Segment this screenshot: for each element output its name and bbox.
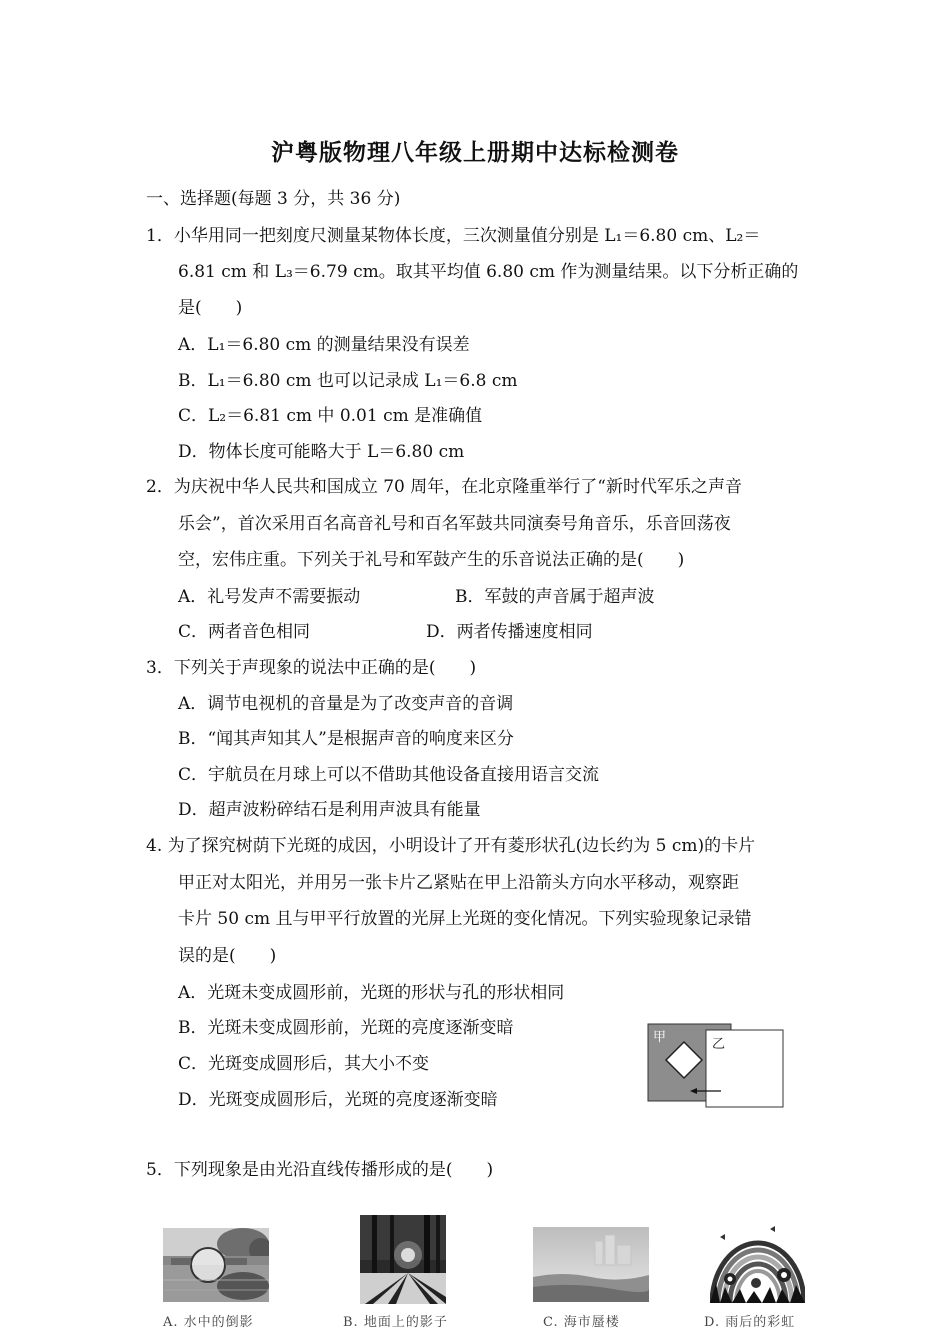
question-text: 空，宏伟庄重。下列关于礼号和军鼓产生的乐音说法正确的是( ) xyxy=(178,550,685,570)
card-diagram xyxy=(646,1020,786,1112)
option-d: D．光斑变成圆形后，光斑的亮度逐渐变暗 xyxy=(178,1090,498,1110)
option-d: D．超声波粉碎结石是利用声波具有能量 xyxy=(178,800,481,820)
question-text: 5．下列现象是由光沿直线传播形成的是( ) xyxy=(146,1160,494,1180)
option-d: D．物体长度可能略大于 L＝6.80 cm xyxy=(178,442,465,462)
option-d: D．两者传播速度相同 xyxy=(426,622,593,642)
image-caption: B. 地面上的影子 xyxy=(343,1315,448,1330)
option-c: C．两者音色相同 xyxy=(178,622,311,642)
option-b: B．军鼓的声音属于超声波 xyxy=(455,587,655,607)
question-text: 卡片 50 cm 且与甲平行放置的光屏上光斑的变化情况。下列实验现象记录错 xyxy=(178,909,752,929)
image-caption: D. 雨后的彩虹 xyxy=(704,1315,796,1330)
rainbow-photo xyxy=(710,1217,805,1303)
label-yi: 乙 xyxy=(712,1037,726,1052)
question-text: 是( ) xyxy=(178,298,243,318)
section-heading: 一、选择题(每题 3 分，共 36 分) xyxy=(146,189,401,209)
option-a: A．L₁＝6.80 cm 的测量结果没有误差 xyxy=(178,335,470,355)
option-c: C．L₂＝6.81 cm 中 0.01 cm 是准确值 xyxy=(178,406,483,426)
question-text: 6.81 cm 和 L₃＝6.79 cm。取其平均值 6.80 cm 作为测量结果。以下分析正确的 xyxy=(178,262,799,282)
option-a: A．礼号发声不需要振动 xyxy=(178,587,361,607)
option-c: C．宇航员在月球上可以不借助其他设备直接用语言交流 xyxy=(178,765,600,785)
image-caption: C. 海市蜃楼 xyxy=(543,1315,620,1330)
question-text: 甲正对太阳光，并用另一张卡片乙紧贴在甲上沿箭头方向水平移动，观察距 xyxy=(178,873,739,893)
bridge-reflection-photo xyxy=(163,1228,269,1302)
question-text: 误的是( ) xyxy=(178,946,277,966)
label-jia: 甲 xyxy=(653,1030,667,1045)
option-b: B．光斑未变成圆形前，光斑的亮度逐渐变暗 xyxy=(178,1018,514,1038)
page-title: 沪粤版物理八年级上册期中达标检测卷 xyxy=(271,140,679,166)
mirage-photo xyxy=(533,1227,649,1302)
question-text: 3．下列关于声现象的说法中正确的是( ) xyxy=(146,658,477,678)
option-c: C．光斑变成圆形后，其大小不变 xyxy=(178,1054,430,1074)
image-caption: A. 水中的倒影 xyxy=(163,1315,254,1330)
tree-shadow-photo xyxy=(360,1215,446,1304)
question-text: 乐会”，首次采用百名高音礼号和百名军鼓共同演奏号角音乐，乐音回荡夜 xyxy=(178,514,731,534)
option-a: A．调节电视机的音量是为了改变声音的音调 xyxy=(178,694,514,714)
option-b: B．“闻其声知其人”是根据声音的响度来区分 xyxy=(178,729,514,749)
question-text: 1．小华用同一把刻度尺测量某物体长度，三次测量值分别是 L₁＝6.80 cm、L₂＝ xyxy=(146,226,761,246)
option-b: B．L₁＝6.80 cm 也可以记录成 L₁＝6.8 cm xyxy=(178,371,518,391)
option-a: A．光斑未变成圆形前，光斑的形状与孔的形状相同 xyxy=(178,983,565,1003)
question-text: 4. 为了探究树荫下光斑的成因，小明设计了开有菱形状孔(边长约为 5 cm)的卡片 xyxy=(146,836,756,856)
question-text: 2．为庆祝中华人民共和国成立 70 周年，在北京隆重举行了“新时代军乐之声音 xyxy=(146,477,742,497)
